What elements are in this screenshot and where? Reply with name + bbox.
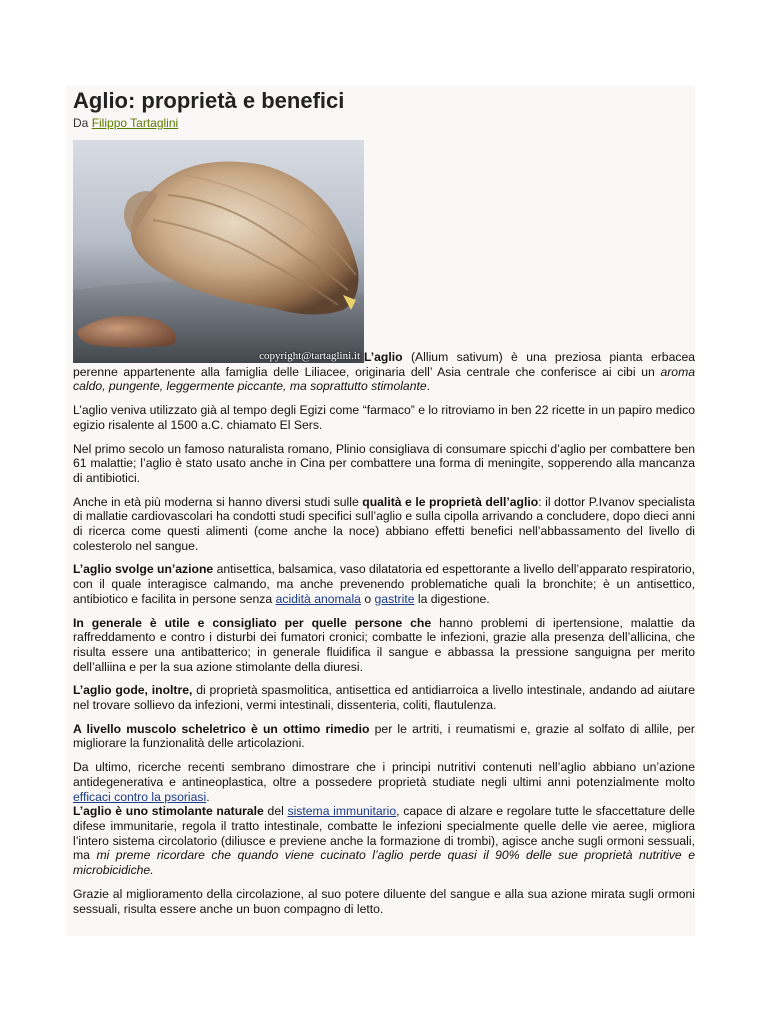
paragraph-9: Da ultimo, ricerche recenti sembrano dimostrare che i principi nutritivi contenuti nell’aglio abbiano un’azione antidegenerativa e antineoplastica, oltre a possedere proprietà studiate negli ultimi anni potenzialmente molto efficaci contro la psoriasi. (73, 760, 695, 804)
article-title: Aglio: proprietà e benefici (73, 88, 345, 113)
garlic-photo (73, 140, 364, 363)
image-credit: copyright@tartaglini.it (259, 350, 360, 362)
paragraph-1: L’aglio (Allium sativum) è una preziosa pianta erbacea perenne appartenente alla famiglia delle Liliacee, originaria dell’ Asia centrale che conferisce ai cibi un aroma caldo, pungente, leggermente piccante, ma soprattutto stimolante. (73, 350, 695, 394)
paragraph-6: In generale è utile e consigliato per quelle persone che hanno problemi di ipertensione, malattie da raffreddamento e contro i disturbi dei fumatori cronici; combatte le infezioni, grazie alla presenza dell’allicina, che risulta essere una antibatterico; in generale fluidifica il sangue e abbassa la pressione sanguigna per merito dell’alliina e per la sua azione stimolante della diuresi. (73, 615, 695, 674)
paragraph-11: Grazie al miglioramento della circolazione, al suo potere diluente del sangue e alla sua azione mirata sugli ormoni sessuali, risulta essere anche un buon compagno di letto. (73, 886, 695, 916)
author-link[interactable]: Filippo Tartaglini (91, 116, 179, 130)
link-psoriasi[interactable]: efficaci contro la psoriasi (73, 789, 207, 804)
byline-prefix: Da (73, 116, 89, 130)
paragraph-3: Nel primo secolo un famoso naturalista romano, Plinio consigliava di consumare spicchi d’aglio per combattere ben 61 malattie; l’aglio è stato usato anche in Cina per combattere una forma di meningite, sopperendo alla mancanza di antibiotici. (73, 441, 695, 485)
paragraph-10: L’aglio è uno stimolante naturale del sistema immunitario, capace di alzare e regolare tutte le sfaccettature delle difese immunitarie, regola il tratto intestinale, combatte le infezioni specialmente quelle delle vie aeree, migliora l’intero sistema circolatorio (diliusce e previene anche la formazione di trombi), agisce anche sugli ormoni sessuali, ma mi preme ricordare che quando viene cucinato l’aglio perde quasi il 90% delle sue proprietà nutritive e microbicidiche. (73, 804, 695, 878)
paragraph-8: A livello muscolo scheletrico è un ottimo rimedio per le artriti, i reumatismi e, grazie al solfato di allile, per migliorare la funzionalità delle articolazioni. (73, 721, 695, 751)
article-body (73, 350, 695, 925)
paragraph-5: L’aglio svolge un’azione antisettica, balsamica, vaso dilatatoria ed espettorante a livello dell’apparato respiratorio, con il quale interagisce calmando, ma anche prevenendo problematiche quali la bronchite; è un antisettico, antibiotico e facilita in persone senza acidità anomala o gastrite la digestione. (73, 562, 695, 606)
link-gastrite[interactable]: gastrite (374, 591, 415, 606)
byline (73, 116, 178, 130)
paragraph-2: L’aglio veniva utilizzato già al tempo degli Egizi come “farmaco” e lo ritroviamo in ben 22 ricette in un papiro medico egizio risalente al 1500 a.C. chiamato El Sers. (73, 403, 695, 432)
paragraph-7: L’aglio gode, inoltre, di proprietà spasmolitica, antisettica ed antidiarroica a livello intestinale, andando ad aiutare nel trovare sollievo da infezioni, vermi intestinali, dissenteria, coliti, flautulenza. (73, 683, 695, 713)
link-sistema-immunitario[interactable]: sistema immunitario (287, 804, 397, 819)
article-page (66, 86, 695, 936)
paragraph-4: Anche in età più moderna si hanno diversi studi sulle qualità e le proprietà dell’aglio: il dottor P.Ivanov specialista di mallatie cardiovascolari ha condotti studi specifici sull’aglio e sulla cipolla arrivando a concludere, dopo dieci anni di ricerca come questi alimenti (come anche la noce) abbiano effetti benefici nell’abbassamento del livello di colesterolo nel sangue. (73, 494, 695, 553)
link-acidita-anomala[interactable]: acidità anomala (275, 591, 361, 606)
garlic-illustration (73, 140, 364, 363)
